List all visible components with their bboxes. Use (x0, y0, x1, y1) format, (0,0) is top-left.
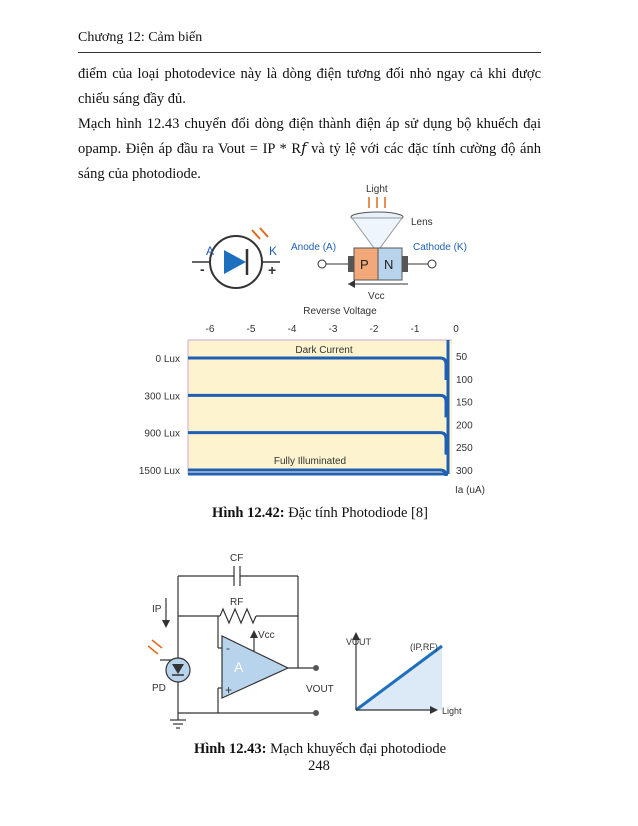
series-label: 1500 Lux (138, 466, 180, 477)
vcc-label: Vcc (368, 291, 385, 302)
operating-point-label: (IP,RF) (410, 642, 438, 652)
p-region-label: P (360, 257, 369, 272)
y-tick-label: 250 (456, 443, 473, 455)
minus-sign: - (200, 261, 205, 277)
cf-label: CF (230, 553, 244, 564)
inverting-input-label: - (226, 641, 230, 655)
y-tick-label: 100 (456, 374, 473, 386)
x-tick-label: -4 (287, 324, 297, 335)
y-tick-label: 300 (456, 466, 473, 477)
anode-symbol-label: A (206, 244, 215, 258)
rf-label: RF (230, 597, 244, 608)
x-tick-label: -6 (205, 324, 215, 335)
lens-label: Lens (411, 217, 433, 228)
vcc-supply-label: Vcc (258, 630, 275, 641)
y-tick-label: 200 (456, 420, 473, 432)
cathode-symbol-label: K (269, 244, 278, 258)
figure-12-42-text: Đặc tính Photodiode [8] (284, 505, 428, 521)
paragraph-2: Mạch hình 12.43 chuyển đổi dòng điện thành điện áp sử dụng bộ khuếch đại opamp. Điện áp đầu ra Vout = IP * R𝑓 và tỷ lệ với các đặc tính cường độ ánh sáng của photodiode. (78, 116, 541, 182)
chart-background (188, 340, 452, 474)
figure-12-43-caption (150, 741, 490, 758)
y-axis-label: Ia (uA) (454, 485, 485, 496)
noninverting-input-label: + (225, 683, 233, 697)
graph-light-label: Light (442, 706, 462, 716)
paragraph-1: điểm của loại photodevice này là dòng điện tương đối nhỏ ngay cả khi được chiếu sáng đầy đủ. (78, 66, 541, 107)
figure-12-42-number: Hình 12.42: (212, 505, 285, 521)
body-text (78, 62, 541, 187)
photodiode-amplifier-figure (130, 548, 490, 738)
figure-12-43-text: Mạch khuyếch đại photodiode (266, 741, 447, 757)
n-region-label: N (384, 257, 394, 272)
cathode-label: Cathode (K) (413, 242, 467, 253)
photodiode-symbol (192, 228, 280, 288)
amplifier-circuit (160, 566, 316, 728)
graph-vout-label: VOUT (346, 637, 372, 647)
x-tick-label: -2 (369, 324, 379, 335)
x-tick-label: -1 (410, 324, 420, 335)
fully-illuminated-label: Fully Illuminated (273, 456, 347, 467)
figure-12-43-number: Hình 12.43: (193, 741, 267, 757)
dark-current-label: Dark Current (295, 345, 353, 356)
figure-12-42-caption (170, 505, 470, 522)
amplifier-label: A (234, 659, 244, 675)
chapter-header: Chương 12: Cảm biến (78, 30, 203, 45)
x-tick-label: -5 (246, 324, 256, 335)
x-tick-label: 0 (453, 324, 459, 335)
photodiode-characteristic-figure (130, 178, 510, 500)
pn-junction-diagram (291, 184, 467, 302)
plus-sign: + (268, 262, 277, 278)
light-label: Light (366, 184, 388, 195)
chart-title: Reverse Voltage (303, 306, 377, 317)
series-label: 900 Lux (144, 428, 180, 440)
y-tick-label: 50 (456, 352, 468, 363)
reverse-voltage-chart (139, 306, 485, 496)
anode-label: Anode (A) (291, 242, 337, 253)
pd-label: PD (152, 683, 166, 694)
x-tick-label: -3 (328, 324, 338, 335)
page-number: 248 (308, 758, 330, 774)
vout-vs-light-graph (346, 632, 462, 716)
series-label: 0 Lux (155, 354, 180, 365)
vout-label: VOUT (306, 684, 334, 695)
header-rule (78, 52, 541, 53)
y-tick-label: 150 (456, 397, 473, 409)
series-label: 300 Lux (144, 391, 180, 403)
ip-label: IP (152, 604, 162, 615)
